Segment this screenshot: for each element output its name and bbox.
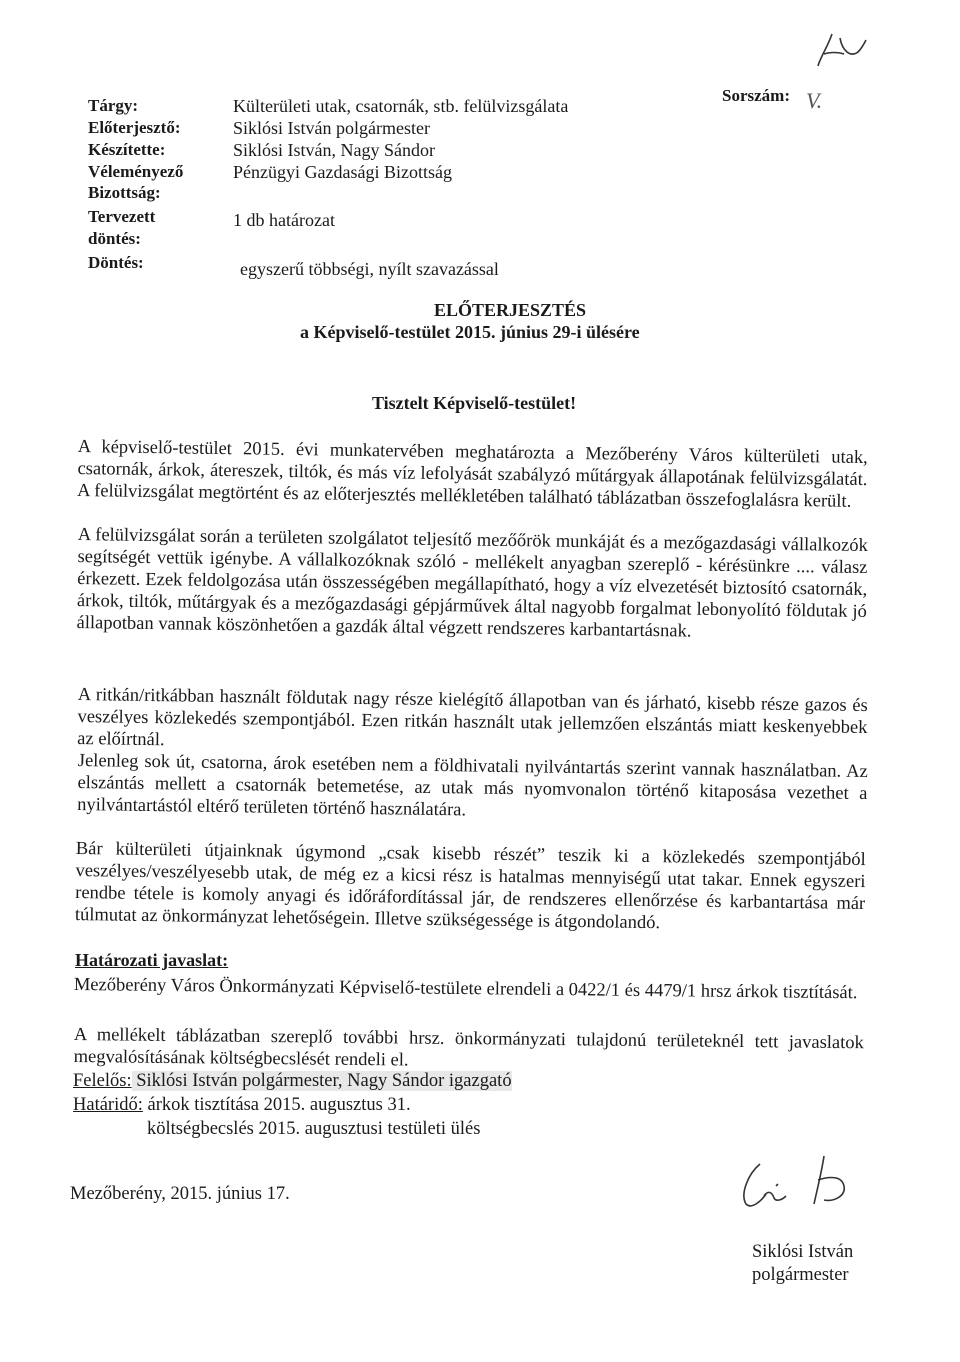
hatarido-value-2: költségbecslés 2015. augusztusi testületi ülés bbox=[147, 1119, 481, 1139]
body-paragraph-4: Jelenleg sok út, csatorna, árok esetében nem a földhivatali nyilvántartás szerint vannak használatban. Az elszántás mellett a csatornák betemetése, az utak más nyomvonalon történő kitaposása vezethet a nyilvántartástól eltérő területen történő használatára. bbox=[77, 750, 868, 821]
tervezett-dontes-label: döntés: bbox=[88, 229, 141, 248]
hatarido-line bbox=[73, 1095, 411, 1116]
felelos-label: Felelős: bbox=[73, 1071, 132, 1091]
resolution-heading: Határozati javaslat: bbox=[75, 950, 229, 970]
resolution-paragraph-2: A mellékelt táblázatban szereplő további hrsz. önkormányzati tulajdonú területeknél tett javaslatok megvalósításának költségbecslését rendeli el. bbox=[73, 1025, 864, 1071]
targy-value: Külterületi utak, csatornák, stb. felülvizsgálata bbox=[233, 96, 569, 116]
eloterjeszto-value: Siklósi István polgármester bbox=[233, 118, 430, 138]
handwritten-initial-mark bbox=[810, 28, 870, 73]
signer-title: polgármester bbox=[752, 1265, 849, 1285]
dontes-label: Döntés: bbox=[88, 253, 144, 272]
tervezett-label: Tervezett bbox=[88, 207, 156, 226]
targy-label: Tárgy: bbox=[88, 96, 139, 115]
resolution-paragraph-1: Mezőberény Város Önkormányzati Képviselő-testülete elrendeli a 0422/1 és 4479/1 hrsz árkok tisztítását. bbox=[73, 974, 858, 1004]
body-paragraph-5: Bár külterületi útjainknak úgymond „csak kisebb részét” teszik ki a közlekedés szempontjából veszélyes/veszélyesebb utak, de még ez a kicsi rész is hatalmas mennyiségű utat takar. Ennek egyszeri rendbe tétele is komoly anyagi és időráfordítással jár, de rendszeres ellenőrzése és karbantartása már túlmutat az önkormányzat lehetőségein. Illetve szükségessége is átgondolandó. bbox=[74, 838, 866, 934]
hatarido-value-1: árkok tisztítása 2015. augusztus 31. bbox=[142, 1095, 411, 1115]
keszitette-label: Készítette: bbox=[88, 140, 166, 159]
velemenyezo-value: Pénzügyi Gazdasági Bizottság bbox=[233, 162, 452, 182]
tervezett-value: 1 db határozat bbox=[233, 210, 335, 230]
keszitette-value: Siklósi István, Nagy Sándor bbox=[233, 140, 435, 160]
eloterjeszto-label: Előterjesztő: bbox=[88, 118, 181, 137]
dontes-value: egyszerű többségi, nyílt szavazással bbox=[240, 259, 499, 279]
body-paragraph-1: A képviselő-testület 2015. évi munkatervében meghatározta a Mezőberény Város külterületi utak, csatornák, árkok, átereszek, tiltók, és más víz lefolyását szabályzó műtárgyak állapotának felülvizsgálatát. A felülvizsgálat megtörtént és az előterjesztés mellékletében található táblázatban összefoglalásra került. bbox=[77, 436, 868, 512]
bizottsag-label: Bizottság: bbox=[88, 183, 161, 202]
salutation: Tisztelt Képviselő-testület! bbox=[372, 393, 577, 413]
body-paragraph-2: A felülvizsgálat során a területen szolgálatot teljesítő mezőőrök munkáját és a mezőgazdasági vállalkozók segítségét vettük igénybe. A vállalkozóknak szóló - mellékelt anyagban szereplő - kérésünkre .... válasz érkezett. Ezek feldolgozása után összességében megállapítható, hogy a víz elvezetését biztosító csatornák, árkok, tiltók, műtárgyak és a mezőgazdasági gépjárművek által nagyobb forgalmat lebonyolító földutak jó állapotban vannak köszönhetően a gazdák által végzett rendszeres karbantartásnak. bbox=[76, 524, 868, 642]
place-date: Mezőberény, 2015. június 17. bbox=[70, 1184, 290, 1204]
velemenyezo-label: Véleményező bbox=[88, 162, 184, 181]
felelos-value: Siklósi István polgármester, Nagy Sándor igazgató bbox=[131, 1071, 512, 1091]
sorszam-label: Sorszám: bbox=[722, 86, 790, 105]
sorszam-value: V. bbox=[806, 88, 823, 113]
signer-name: Siklósi István bbox=[752, 1242, 854, 1262]
handwritten-signature bbox=[726, 1150, 866, 1220]
document-subtitle: a Képviselő-testület 2015. június 29-i ülésére bbox=[300, 322, 640, 342]
document-title: ELŐTERJESZTÉS bbox=[433, 300, 587, 320]
body-paragraph-3: A ritkán/ritkábban használt földutak nagy része kielégítő állapotban van és járható, kisebb része gazos és veszélyes közlekedés szempontjából. Ezen ritkán használt utak jellemzően elszántás miatt keskenyebbek az előírtnál. bbox=[77, 684, 868, 751]
hatarido-label: Határidő: bbox=[73, 1095, 143, 1115]
felelos-line bbox=[73, 1071, 512, 1092]
